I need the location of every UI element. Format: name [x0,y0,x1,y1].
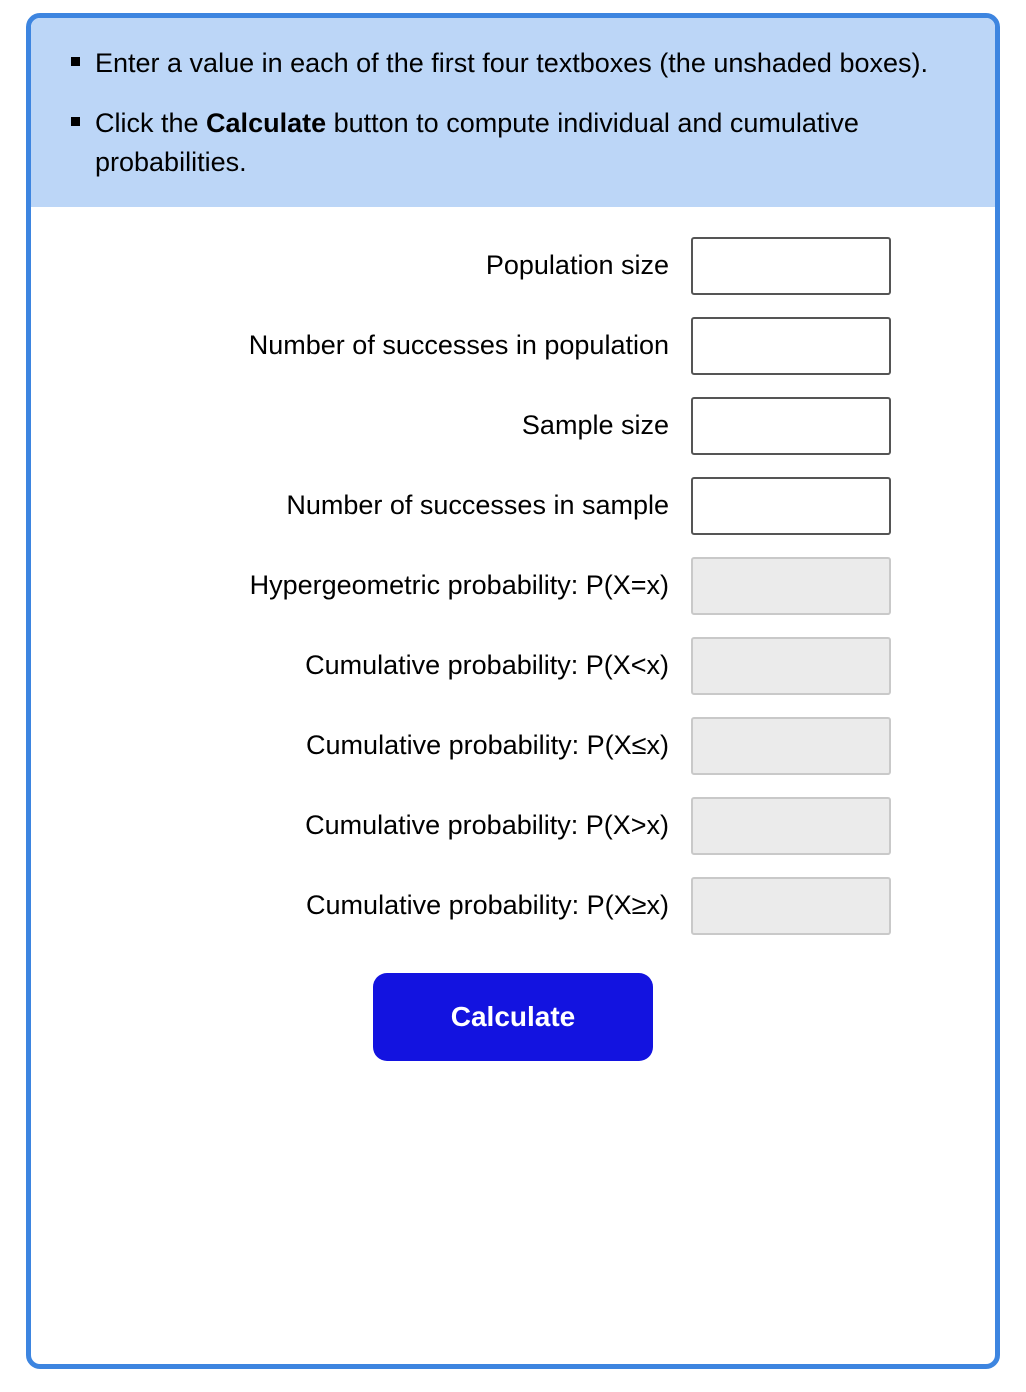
label-cumulative-probability-less-than: Cumulative probability: P(X<x) [305,650,669,681]
field-row-cumulative-probability-less-than [31,637,995,695]
field-row-hypergeometric-probability [31,557,995,615]
field-row-cumulative-probability-greater-than [31,797,995,855]
input-sample-size[interactable] [691,397,891,455]
form-area [31,207,995,1061]
field-row-population-size [31,237,995,295]
field-row-successes-in-sample [31,477,995,535]
label-sample-size: Sample size [521,410,669,441]
instruction-item-2 [57,104,969,181]
label-cumulative-probability-less-equal: Cumulative probability: P(X≤x) [306,730,669,761]
bullet-icon [71,57,80,66]
button-row [31,973,995,1061]
output-hypergeometric-probability [691,557,891,615]
label-cumulative-probability-greater-equal: Cumulative probability: P(X≥x) [306,890,669,921]
label-population-size: Population size [485,250,669,281]
input-successes-in-sample[interactable] [691,477,891,535]
field-row-sample-size [31,397,995,455]
calculate-button[interactable]: Calculate [373,973,653,1061]
output-cumulative-probability-less-equal [691,717,891,775]
label-successes-in-population: Number of successes in population [248,330,669,361]
label-cumulative-probability-greater-than: Cumulative probability: P(X>x) [305,810,669,841]
instruction-text-2-bold: Calculate [206,108,327,139]
hypergeometric-calculator [26,13,1000,1369]
instruction-text-2-after: button to compute individual and cumulative probabilities. [95,108,859,177]
instructions-panel [31,18,995,207]
field-row-cumulative-probability-less-equal [31,717,995,775]
output-cumulative-probability-greater-equal [691,877,891,935]
field-row-cumulative-probability-greater-equal [31,877,995,935]
instruction-item-1 [57,44,969,82]
instruction-text-2-before: Click the [95,108,207,139]
instruction-text-1: Enter a value in each of the first four textboxes (the unshaded boxes). [95,48,928,78]
input-population-size[interactable] [691,237,891,295]
field-row-successes-in-population [31,317,995,375]
input-successes-in-population[interactable] [691,317,891,375]
instructions-list [57,44,969,181]
output-cumulative-probability-greater-than [691,797,891,855]
label-hypergeometric-probability: Hypergeometric probability: P(X=x) [249,570,669,601]
output-cumulative-probability-less-than [691,637,891,695]
label-successes-in-sample: Number of successes in sample [286,490,669,521]
bullet-icon [71,117,80,126]
